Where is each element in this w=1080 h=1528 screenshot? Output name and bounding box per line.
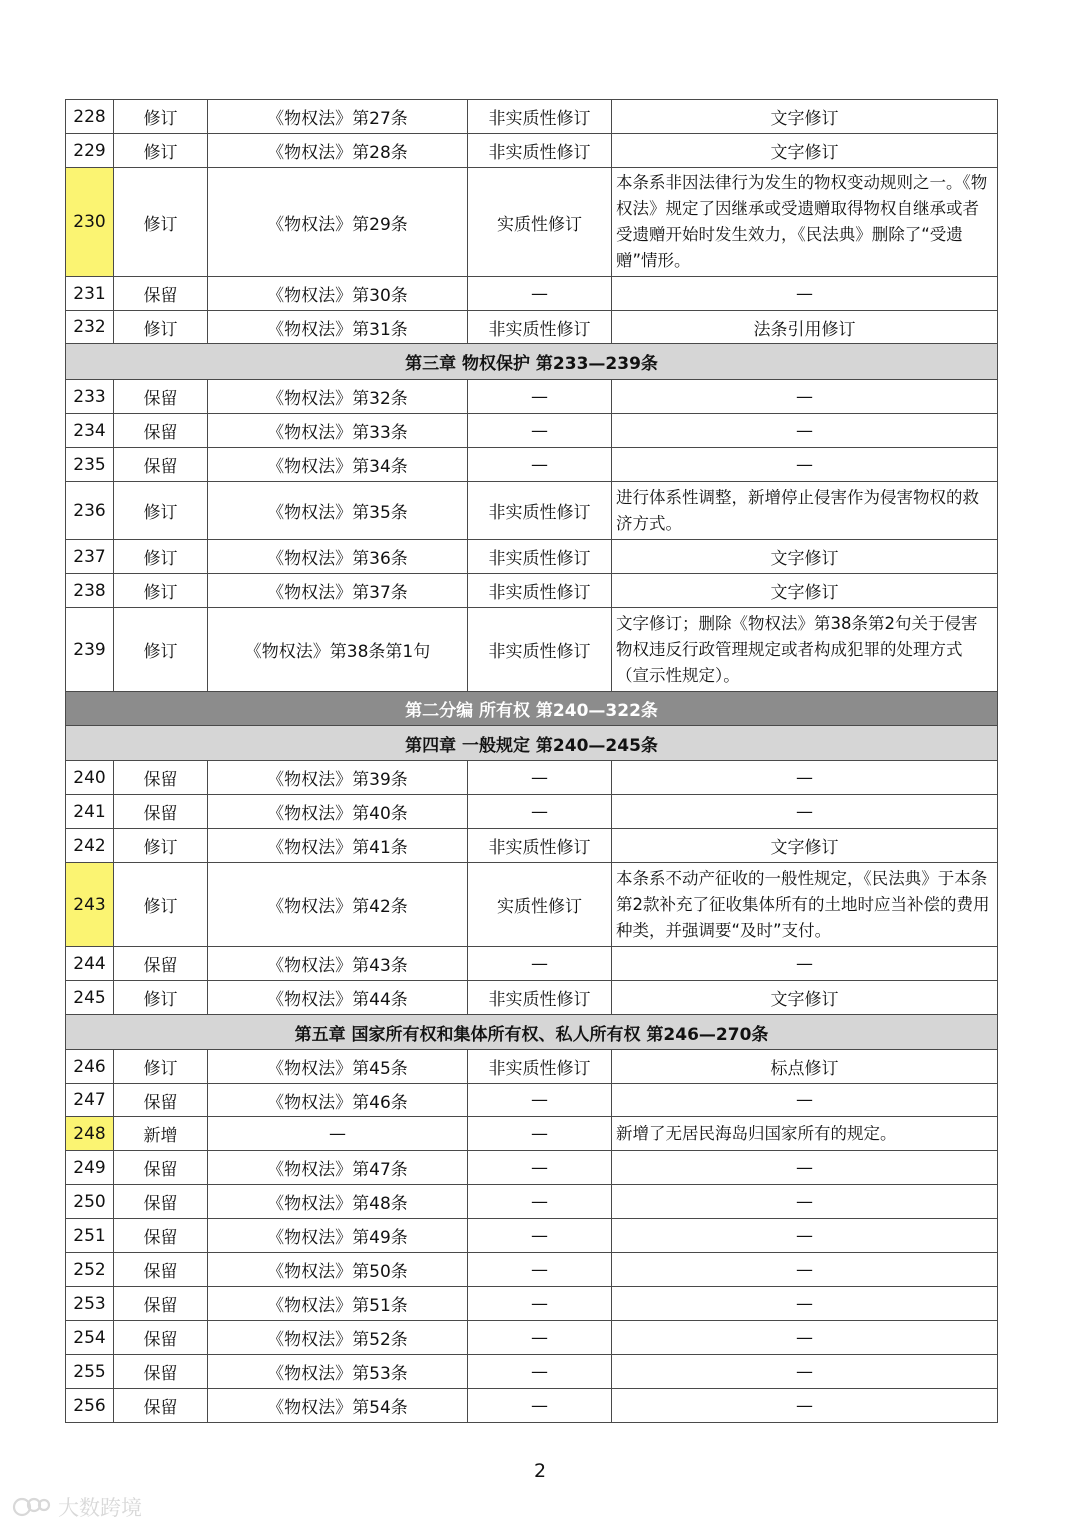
revision-nature-cell: 非实质性修订 — [468, 608, 612, 692]
revision-nature-cell: — — [468, 448, 612, 482]
table-row — [66, 311, 998, 344]
action-cell: 保留 — [114, 761, 208, 795]
revision-nature-cell: 实质性修订 — [468, 168, 612, 277]
revision-note-cell: 文字修订；删除《物权法》第38条第2句关于侵害物权违反行政管理规定或者构成犯罪的处理方式（宣示性规定）。 — [612, 608, 998, 692]
revision-note-cell: — — [612, 1321, 998, 1355]
article-number-cell: 253 — [66, 1287, 114, 1321]
revision-note-cell: — — [612, 795, 998, 829]
action-cell: 修订 — [114, 608, 208, 692]
revision-note-cell: 文字修订 — [612, 981, 998, 1015]
watermark — [12, 1492, 142, 1522]
source-article-cell: — — [208, 1117, 468, 1151]
action-cell: 修订 — [114, 574, 208, 608]
article-number-cell: 250 — [66, 1185, 114, 1219]
article-number-cell: 228 — [66, 100, 114, 134]
revision-nature-cell: 非实质性修订 — [468, 1050, 612, 1084]
action-cell: 保留 — [114, 1185, 208, 1219]
revision-nature-cell: — — [468, 1389, 612, 1423]
source-article-cell: 《物权法》第40条 — [208, 795, 468, 829]
source-article-cell: 《物权法》第46条 — [208, 1084, 468, 1117]
action-cell: 修订 — [114, 482, 208, 540]
revision-note-cell: — — [612, 1084, 998, 1117]
source-article-cell: 《物权法》第36条 — [208, 540, 468, 574]
table-row — [66, 540, 998, 574]
source-article-cell: 《物权法》第49条 — [208, 1219, 468, 1253]
article-number-cell: 256 — [66, 1389, 114, 1423]
revision-note-cell: — — [612, 947, 998, 981]
revision-note-cell: — — [612, 1389, 998, 1423]
action-cell: 保留 — [114, 1084, 208, 1117]
table-row — [66, 947, 998, 981]
source-article-cell: 《物权法》第35条 — [208, 482, 468, 540]
table-row — [66, 863, 998, 947]
section-header-row — [66, 726, 998, 761]
action-cell: 保留 — [114, 1321, 208, 1355]
action-cell: 保留 — [114, 795, 208, 829]
section-title: 第五章 国家所有权和集体所有权、私人所有权 第246—270条 — [66, 1015, 998, 1050]
source-article-cell: 《物权法》第43条 — [208, 947, 468, 981]
article-number-cell: 230 — [66, 168, 114, 277]
revision-nature-cell: — — [468, 1084, 612, 1117]
table-row — [66, 168, 998, 277]
source-article-cell: 《物权法》第29条 — [208, 168, 468, 277]
article-number-cell: 254 — [66, 1321, 114, 1355]
table-row — [66, 134, 998, 168]
article-number-cell: 242 — [66, 829, 114, 863]
revision-nature-cell: — — [468, 1117, 612, 1151]
article-number-cell: 251 — [66, 1219, 114, 1253]
article-number-cell: 247 — [66, 1084, 114, 1117]
article-number-cell: 249 — [66, 1151, 114, 1185]
action-cell: 保留 — [114, 1219, 208, 1253]
action-cell: 修订 — [114, 100, 208, 134]
revision-note-cell: — — [612, 1253, 998, 1287]
source-article-cell: 《物权法》第28条 — [208, 134, 468, 168]
article-number-cell: 240 — [66, 761, 114, 795]
table-row — [66, 1355, 998, 1389]
section-title: 第四章 一般规定 第240—245条 — [66, 726, 998, 761]
action-cell: 修订 — [114, 311, 208, 344]
table-row — [66, 981, 998, 1015]
revision-note-cell: — — [612, 1151, 998, 1185]
table-row — [66, 1117, 998, 1151]
article-number-cell: 245 — [66, 981, 114, 1015]
source-article-cell: 《物权法》第39条 — [208, 761, 468, 795]
table-row — [66, 482, 998, 540]
page-number: 2 — [533, 1460, 547, 1482]
comparison-table — [65, 99, 998, 1423]
revision-note-cell: 文字修订 — [612, 100, 998, 134]
source-article-cell: 《物权法》第42条 — [208, 863, 468, 947]
article-number-cell: 231 — [66, 277, 114, 311]
revision-nature-cell: — — [468, 1355, 612, 1389]
revision-note-cell: 文字修订 — [612, 540, 998, 574]
revision-note-cell: 进行体系性调整，新增停止侵害作为侵害物权的救济方式。 — [612, 482, 998, 540]
section-header-row — [66, 692, 998, 726]
revision-note-cell: 文字修订 — [612, 574, 998, 608]
table-row — [66, 1253, 998, 1287]
revision-note-cell: — — [612, 448, 998, 482]
table-body — [66, 100, 998, 1423]
table-row — [66, 1287, 998, 1321]
source-article-cell: 《物权法》第47条 — [208, 1151, 468, 1185]
revision-nature-cell: 非实质性修订 — [468, 482, 612, 540]
source-article-cell: 《物权法》第41条 — [208, 829, 468, 863]
action-cell: 修订 — [114, 863, 208, 947]
table-row — [66, 1084, 998, 1117]
table-row — [66, 448, 998, 482]
source-article-cell: 《物权法》第30条 — [208, 277, 468, 311]
action-cell: 保留 — [114, 1355, 208, 1389]
revision-note-cell: 文字修订 — [612, 829, 998, 863]
revision-nature-cell: — — [468, 1219, 612, 1253]
revision-note-cell: — — [612, 1185, 998, 1219]
article-number-cell: 243 — [66, 863, 114, 947]
revision-note-cell: 新增了无居民海岛归国家所有的规定。 — [612, 1117, 998, 1151]
action-cell: 保留 — [114, 1151, 208, 1185]
revision-nature-cell: 非实质性修订 — [468, 574, 612, 608]
revision-note-cell: 法条引用修订 — [612, 311, 998, 344]
revision-nature-cell: — — [468, 795, 612, 829]
source-article-cell: 《物权法》第48条 — [208, 1185, 468, 1219]
revision-nature-cell: — — [468, 947, 612, 981]
revision-nature-cell: 非实质性修订 — [468, 540, 612, 574]
article-number-cell: 244 — [66, 947, 114, 981]
table-row — [66, 1321, 998, 1355]
action-cell: 修订 — [114, 134, 208, 168]
revision-note-cell: 标点修订 — [612, 1050, 998, 1084]
action-cell: 保留 — [114, 448, 208, 482]
revision-nature-cell: — — [468, 380, 612, 414]
article-number-cell: 241 — [66, 795, 114, 829]
article-number-cell: 236 — [66, 482, 114, 540]
revision-nature-cell: — — [468, 1321, 612, 1355]
table-row — [66, 574, 998, 608]
source-article-cell: 《物权法》第31条 — [208, 311, 468, 344]
revision-nature-cell: 非实质性修订 — [468, 311, 612, 344]
action-cell: 修订 — [114, 168, 208, 277]
revision-note-cell: 本条系不动产征收的一般性规定，《民法典》于本条第2款补充了征收集体所有的土地时应当补偿的费用种类，并强调要“及时”支付。 — [612, 863, 998, 947]
action-cell: 保留 — [114, 1389, 208, 1423]
source-article-cell: 《物权法》第37条 — [208, 574, 468, 608]
action-cell: 保留 — [114, 414, 208, 448]
table-row — [66, 380, 998, 414]
article-number-cell: 239 — [66, 608, 114, 692]
watermark-logo-icon — [12, 1494, 52, 1520]
revision-nature-cell: — — [468, 414, 612, 448]
revision-note-cell: — — [612, 1355, 998, 1389]
revision-note-cell: — — [612, 1287, 998, 1321]
table-row — [66, 277, 998, 311]
revision-nature-cell: — — [468, 1151, 612, 1185]
article-number-cell: 238 — [66, 574, 114, 608]
table-row — [66, 414, 998, 448]
revision-nature-cell: — — [468, 1287, 612, 1321]
source-article-cell: 《物权法》第53条 — [208, 1355, 468, 1389]
revision-nature-cell: 实质性修订 — [468, 863, 612, 947]
article-number-cell: 233 — [66, 380, 114, 414]
action-cell: 保留 — [114, 947, 208, 981]
watermark-text: 大数跨境 — [58, 1496, 142, 1520]
action-cell: 保留 — [114, 380, 208, 414]
action-cell: 保留 — [114, 1287, 208, 1321]
article-number-cell: 237 — [66, 540, 114, 574]
action-cell: 新增 — [114, 1117, 208, 1151]
article-number-cell: 248 — [66, 1117, 114, 1151]
source-article-cell: 《物权法》第44条 — [208, 981, 468, 1015]
source-article-cell: 《物权法》第52条 — [208, 1321, 468, 1355]
source-article-cell: 《物权法》第38条第1句 — [208, 608, 468, 692]
source-article-cell: 《物权法》第34条 — [208, 448, 468, 482]
revision-nature-cell: — — [468, 761, 612, 795]
table-row — [66, 1219, 998, 1253]
revision-note-cell: — — [612, 1219, 998, 1253]
section-title: 第三章 物权保护 第233—239条 — [66, 344, 998, 380]
revision-nature-cell: — — [468, 1185, 612, 1219]
table-row — [66, 761, 998, 795]
action-cell: 修订 — [114, 540, 208, 574]
action-cell: 修订 — [114, 829, 208, 863]
table-row — [66, 1185, 998, 1219]
revision-nature-cell: — — [468, 277, 612, 311]
action-cell: 修订 — [114, 1050, 208, 1084]
table-row — [66, 1151, 998, 1185]
table-row — [66, 1389, 998, 1423]
section-header-row — [66, 1015, 998, 1050]
revision-nature-cell: 非实质性修订 — [468, 829, 612, 863]
revision-note-cell: — — [612, 277, 998, 311]
section-title: 第二分编 所有权 第240—322条 — [66, 692, 998, 726]
table-row — [66, 100, 998, 134]
article-number-cell: 235 — [66, 448, 114, 482]
source-article-cell: 《物权法》第32条 — [208, 380, 468, 414]
article-number-cell: 255 — [66, 1355, 114, 1389]
article-number-cell: 252 — [66, 1253, 114, 1287]
article-number-cell: 234 — [66, 414, 114, 448]
source-article-cell: 《物权法》第27条 — [208, 100, 468, 134]
table-row — [66, 829, 998, 863]
source-article-cell: 《物权法》第51条 — [208, 1287, 468, 1321]
revision-nature-cell: — — [468, 1253, 612, 1287]
table-row — [66, 608, 998, 692]
action-cell: 保留 — [114, 277, 208, 311]
revision-nature-cell: 非实质性修订 — [468, 100, 612, 134]
revision-nature-cell: 非实质性修订 — [468, 981, 612, 1015]
source-article-cell: 《物权法》第54条 — [208, 1389, 468, 1423]
revision-note-cell: — — [612, 380, 998, 414]
source-article-cell: 《物权法》第45条 — [208, 1050, 468, 1084]
action-cell: 修订 — [114, 981, 208, 1015]
article-number-cell: 232 — [66, 311, 114, 344]
revision-note-cell: — — [612, 414, 998, 448]
revision-note-cell: 文字修订 — [612, 134, 998, 168]
table-row — [66, 1050, 998, 1084]
action-cell: 保留 — [114, 1253, 208, 1287]
section-header-row — [66, 344, 998, 380]
source-article-cell: 《物权法》第33条 — [208, 414, 468, 448]
revision-note-cell: 本条系非因法律行为发生的物权变动规则之一。《物权法》规定了因继承或受遗赠取得物权自继承或者受遗赠开始时发生效力，《民法典》删除了“受遗赠”情形。 — [612, 168, 998, 277]
revision-note-cell: — — [612, 761, 998, 795]
article-number-cell: 229 — [66, 134, 114, 168]
revision-nature-cell: 非实质性修订 — [468, 134, 612, 168]
table-row — [66, 795, 998, 829]
source-article-cell: 《物权法》第50条 — [208, 1253, 468, 1287]
article-number-cell: 246 — [66, 1050, 114, 1084]
